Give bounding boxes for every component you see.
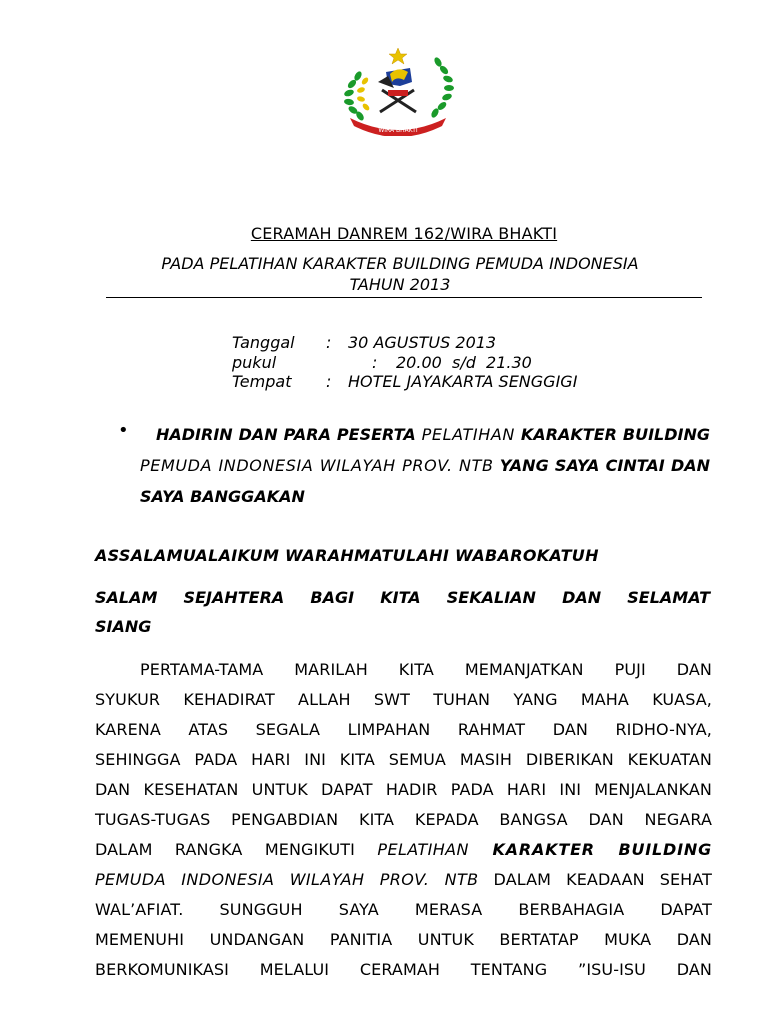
body-line: SEHINGGA PADA HARI INI KITA SEMUA MASIH DIBERIKAN KEKUATAN <box>95 750 712 769</box>
subtitle-line-1: PADA PELATIHAN KARAKTER BUILDING PEMUDA INDONESIA <box>161 254 639 273</box>
bullet-icon: • <box>118 420 129 441</box>
body-line <box>95 865 712 895</box>
body-line: MEMENUHI UNDANGAN PANITIA UNTUK BERTATAP MUKA DAN <box>95 930 712 949</box>
salam-sejahtera: SALAM SEJAHTERA BAGI KITA SEKALIAN DAN SELAMAT SIANG <box>95 588 710 636</box>
document-subtitle <box>90 253 710 295</box>
body-text: DALAM KEADAAN SEHAT <box>478 870 712 889</box>
meta-separator: : <box>372 352 378 372</box>
greeting-part-1: HADIRIN DAN PARA PESERTA <box>156 425 422 444</box>
body-line: WAL’AFIAT. SUNGGUH SAYA MERASA BERBAHAGIA DAPAT <box>95 900 712 919</box>
meta-separator: : <box>326 372 332 391</box>
meta-label: Tempat <box>232 372 292 391</box>
body-text-bold: KARAKTER BUILDING <box>468 840 712 859</box>
korem-emblem-logo <box>338 46 458 136</box>
salam-arabic: ASSALAMUALAIKUM WARAHMATULAHI WABAROKATUH <box>95 546 599 565</box>
emblem-ribbon-text: WIRA BHAKTI <box>378 127 418 134</box>
body-text-italic: PEMUDA INDONESIA WILAYAH PROV. NTB <box>95 870 479 889</box>
greeting-part-5: YANG SAYA CINTAI DAN SAYA BANGGAKAN <box>140 456 710 506</box>
meta-value: 20.00 s/d 21.30 <box>396 352 532 372</box>
body-line: PERTAMA-TAMA MARILAH KITA MEMANJATKAN PUJI DAN <box>140 660 712 679</box>
body-line: DAN KESEHATAN UNTUK DAPAT HADIR PADA HARI INI MENJALANKAN <box>95 780 712 799</box>
meta-value: HOTEL JAYAKARTA SENGGIGI <box>348 372 578 391</box>
body-line: BERKOMUNIKASI MELALUI CERAMAH TENTANG ”ISU-ISU DAN <box>95 960 712 979</box>
meta-row-place <box>232 372 577 392</box>
document-title: CERAMAH DANREM 162/WIRA BHAKTI <box>250 224 558 243</box>
body-text-italic: PELATIHAN <box>377 840 469 859</box>
meta-label: Tanggal <box>232 333 295 352</box>
meta-value: 30 AGUSTUS 2013 <box>348 333 497 352</box>
meta-row-time <box>232 353 577 373</box>
subtitle-line-2: TAHUN 2013 <box>349 275 451 294</box>
meta-label: pukul <box>232 352 277 372</box>
meta-row-date <box>232 333 577 353</box>
body-line: TUGAS-TUGAS PENGABDIAN KITA KEPADA BANGSA DAN NEGARA <box>95 810 712 829</box>
title-divider <box>106 297 702 298</box>
body-line: KARENA ATAS SEGALA LIMPAHAN RAHMAT DAN RIDHO-NYA, <box>95 720 712 739</box>
event-details <box>232 333 577 392</box>
body-paragraph <box>95 655 712 985</box>
body-line <box>95 835 712 865</box>
greeting-paragraph <box>140 419 710 512</box>
greeting-part-2: PELATIHAN <box>421 425 515 444</box>
body-text: DALAM RANGKA MENGIKUTI <box>95 840 378 859</box>
greeting-part-3: KARAKTER BUILDING <box>514 425 710 444</box>
meta-separator: : <box>326 333 332 352</box>
body-line: SYUKUR KEHADIRAT ALLAH SWT TUHAN YANG MAHA KUASA, <box>95 690 712 709</box>
greeting-part-4: PEMUDA INDONESIA WILAYAH PROV. NTB <box>140 456 494 475</box>
